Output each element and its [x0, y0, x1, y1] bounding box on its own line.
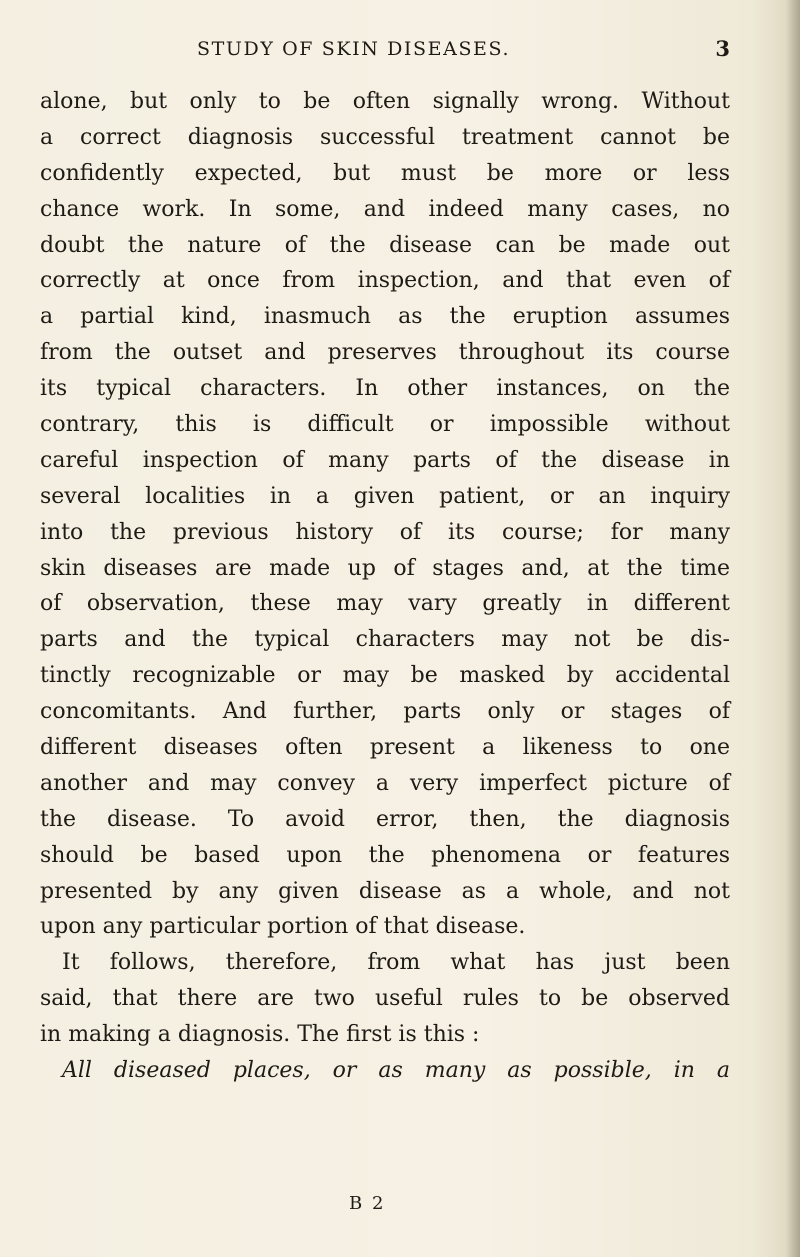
- text-line: several localities in a given patient, or an inquiry: [40, 483, 730, 509]
- page-number: 3: [715, 36, 730, 61]
- text-line: a partial kind, inasmuch as the eruption assumes: [40, 304, 730, 330]
- text-line: confidently expected, but must be more or less: [40, 160, 730, 186]
- text-line: different diseases often present a likeness to one: [40, 735, 730, 761]
- text-line: chance work. In some, and indeed many cases, no: [40, 196, 730, 222]
- text-line: from the outset and preserves throughout its course: [40, 340, 730, 366]
- text-line: presented by any given disease as a whole, and not: [40, 878, 730, 904]
- running-head: [40, 34, 730, 64]
- text-line: contrary, this is difficult or impossible without: [40, 412, 730, 438]
- text-line: its typical characters. In other instances, on the: [40, 376, 730, 402]
- text-line: It follows, therefore, from what has just been: [62, 950, 730, 976]
- running-head-title: STUDY OF SKIN DISEASES.: [197, 38, 511, 60]
- text-line: parts and the typical characters may not be dis-: [40, 627, 730, 653]
- text-line: doubt the nature of the disease can be made out: [40, 232, 730, 258]
- page-edge-shadow: [786, 0, 800, 1257]
- text-line: careful inspection of many parts of the disease in: [40, 447, 730, 473]
- text-line: should be based upon the phenomena or features: [40, 842, 730, 868]
- text-line: concomitants. And further, parts only or stages of: [40, 699, 730, 725]
- text-line: said, that there are two useful rules to be observed: [40, 986, 730, 1012]
- text-line: upon any particular portion of that disease.: [40, 914, 526, 940]
- text-line: the disease. To avoid error, then, the diagnosis: [40, 806, 730, 832]
- text-line: a correct diagnosis successful treatment cannot be: [40, 124, 730, 150]
- body-text: [40, 84, 730, 1089]
- text-line: tinctly recognizable or may be masked by accidental: [40, 663, 730, 689]
- text-line: alone, but only to be often signally wrong. Without: [40, 89, 730, 114]
- text-line: into the previous history of its course; for many: [40, 519, 730, 545]
- text-line: correctly at once from inspection, and that even of: [40, 268, 730, 294]
- text-line: skin diseases are made up of stages and, at the time: [40, 555, 730, 581]
- text-line: of observation, these may vary greatly in different: [40, 591, 730, 617]
- signature-mark: B 2: [349, 1193, 386, 1214]
- text-line: in making a diagnosis. The first is this :: [40, 1022, 480, 1048]
- text-line: another and may convey a very imperfect picture of: [40, 770, 730, 796]
- rule-statement-line: All diseased places, or as many as possible, in a: [62, 1058, 730, 1084]
